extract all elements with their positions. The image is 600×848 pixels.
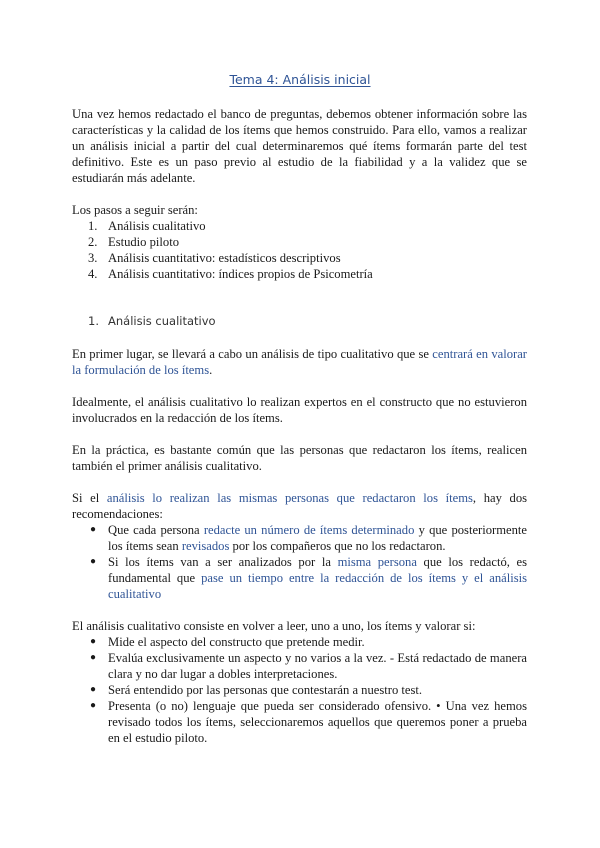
text-run: , hay dos recomendaciones: <box>72 491 528 521</box>
paragraph-5: El análisis cualitativo consiste en volver a leer, uno a uno, los ítems y valorar si: <box>72 619 476 633</box>
list-item <box>72 650 527 682</box>
bullet-icon: ● <box>90 636 97 647</box>
list-item <box>72 682 527 698</box>
document-title: Tema 4: Análisis inicial <box>229 72 371 87</box>
section-heading <box>88 314 216 328</box>
heading-text: Análisis cualitativo <box>108 314 216 328</box>
list-number: 3. <box>88 251 98 265</box>
text-run: por los compañeros que no los redactaron. <box>229 539 446 553</box>
steps-list-item <box>72 218 527 234</box>
highlight-text: análisis lo realizan las mismas personas que redactaron los ítems <box>106 491 473 505</box>
bullet-icon: ● <box>90 700 97 711</box>
steps-list-item <box>72 266 527 282</box>
list-item <box>72 634 527 650</box>
steps-list <box>72 218 527 282</box>
steps-list-item <box>72 250 527 266</box>
highlight-text: misma persona <box>337 555 417 569</box>
list-item-text: Análisis cuantitativo: estadísticos descriptivos <box>108 251 341 265</box>
list-item-text: Mide el aspecto del constructo que pretende medir. <box>108 635 365 649</box>
list-number: 2. <box>88 235 98 249</box>
bullet-icon: ● <box>90 684 97 695</box>
text-run: En primer lugar, se llevará a cabo un análisis de tipo cualitativo que se <box>72 347 433 361</box>
recommendations-list <box>72 522 527 602</box>
text-run: y que posteriormente los ítems sean <box>108 523 527 553</box>
intro-paragraph: Una vez hemos redactado el banco de preguntas, debemos obtener información sobre las características y la calidad de los ítems que hemos construido. Para ello, vamos a realizar un análisis inicial a partir del cual determinaremos qué ítems formarán parte del test definitivo. Este es un paso previo al estudio de la fiabilidad y a la validez que se estudiarán más adelante. <box>72 107 527 185</box>
list-item-text: Será entendido por las personas que contestarán a nuestro test. <box>108 683 423 697</box>
list-item <box>72 522 527 554</box>
heading-number: 1. <box>88 314 99 328</box>
list-item <box>72 698 527 746</box>
steps-list-item <box>72 234 527 250</box>
highlight-text: revisados <box>181 539 230 553</box>
paragraph-4 <box>72 490 527 522</box>
checks-list <box>72 634 527 746</box>
list-number: 4. <box>88 267 98 281</box>
list-item-text: Estudio piloto <box>108 235 180 249</box>
paragraph-2: Idealmente, el análisis cualitativo lo realizan expertos en el constructo que no estuvieron involucrados en la redacción de los ítems. <box>72 395 527 425</box>
bullet-icon: ● <box>90 524 97 535</box>
list-item-text: Presenta (o no) lenguaje que pueda ser considerado ofensivo. • Una vez hemos revisado todos los ítems, seleccionaremos aquellos que queremos poner a prueba en el estudio piloto. <box>108 699 527 745</box>
text-run: Si el <box>72 491 107 505</box>
highlight-text: pase un tiempo entre la redacción de los ítems y el análisis cualitativo <box>108 571 527 601</box>
list-item-text: Análisis cualitativo <box>108 219 206 233</box>
list-item-text: Análisis cuantitativo: índices propios de Psicometría <box>108 267 373 281</box>
paragraph-3: En la práctica, es bastante común que las personas que redactaron los ítems, realicen también el primer análisis cualitativo. <box>72 443 527 473</box>
text-run: . <box>209 363 213 377</box>
list-item <box>72 554 527 602</box>
list-number: 1. <box>88 219 98 233</box>
bullet-icon: ● <box>90 652 97 663</box>
bullet-icon: ● <box>90 556 97 567</box>
highlight-text: centrará en valorar la formulación de los ítems <box>72 347 527 377</box>
text-run: que los redactó, es fundamental que <box>108 555 527 585</box>
steps-intro: Los pasos a seguir serán: <box>72 203 198 217</box>
highlight-text: redacte un número de ítems determinado <box>203 523 415 537</box>
paragraph-1 <box>72 346 527 378</box>
text-run: Que cada persona <box>108 523 204 537</box>
list-item-text: Evalúa exclusivamente un aspecto y no varios a la vez. - Está redactado de manera clara y no dar lugar a dobles interpretaciones. <box>108 651 527 681</box>
text-run: Si los ítems van a ser analizados por la <box>108 555 338 569</box>
